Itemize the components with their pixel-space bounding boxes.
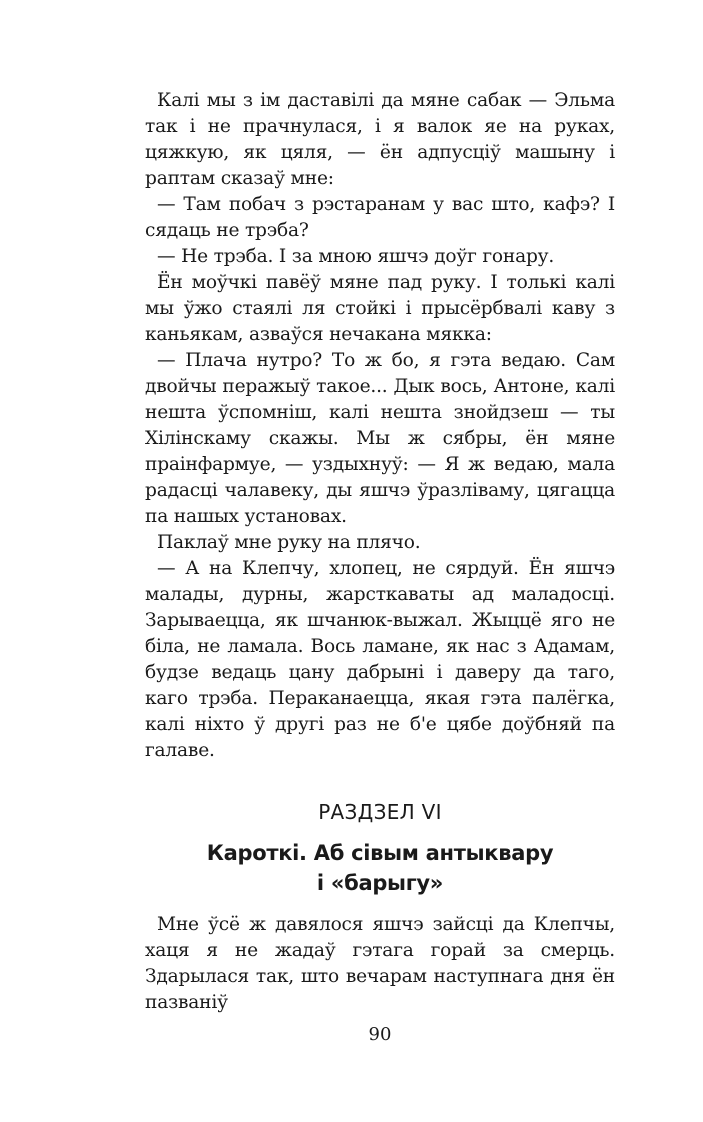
paragraph: — Не трэба. І за мною яшчэ доўг гонару. <box>157 246 555 267</box>
paragraph: Паклаў мне руку на плячо. <box>157 532 421 553</box>
tail-text-block <box>145 912 615 1016</box>
page-number: 90 <box>368 1024 392 1045</box>
paragraph: Мне ўсё ж давялося яшчэ зайсці да Клепчы, хаця я не жадаў гэтага горай за смерць. Здарылася так, што вечарам наступнага дня ён пазваніў <box>145 914 615 1013</box>
paragraph: — Плача нутро? То ж бо, я гэта ведаю. Сам двойчы перажыў такое... Дык вось, Антоне, калі нешта ўспомніш, калі нешта знойдзеш — ты Хілінскаму скажы. Мы ж сябры, ён мяне праінфармуе, — уздыхнуў: — Я ж ведаю, мала радасці чалавеку, ды яшчэ ўразліваму, цягацца па нашых установах. <box>145 350 615 527</box>
paragraph: Калі мы з ім даставілі да мяне сабак — Эльма так і не прачнулася, і я валок яе на руках, цяжкую, як цяля, — ён адпусціў машыну і раптам сказаў мне: <box>145 90 615 189</box>
paragraph: Ён моўчкі павёў мяне пад руку. І толькі калі мы ўжо стаялі ля стойкі і прысёрбвалі каву з каньякам, азваўся нечакана мякка: <box>145 272 615 345</box>
chapter-title-line-1: Кароткі. Аб сівым антыквару <box>206 841 554 865</box>
section-label: РАЗДЗЕЛ VI <box>318 800 442 824</box>
paragraph: — Там побач з рэстаранам у вас што, кафэ? І сядаць не трэба? <box>145 194 615 241</box>
paragraph: — А на Клепчу, хлопец, не сярдуй. Ён яшчэ малады, дурны, жарсткаваты ад маладосці. Зарываецца, як шчанюк-выжал. Жыццё яго не біла, не ламала. Вось ламане, як нас з Адамам, будзе ведаць цану дабрыні і даверу да таго, каго трэба. Пераканаецца, якая гэта палёгка, калі ніхто ў другі раз не б'е цябе доўбняй па галаве. <box>145 558 615 761</box>
main-text-block <box>145 88 615 764</box>
chapter-title <box>145 838 615 898</box>
chapter-title-line-2: і «барыгу» <box>316 871 444 895</box>
